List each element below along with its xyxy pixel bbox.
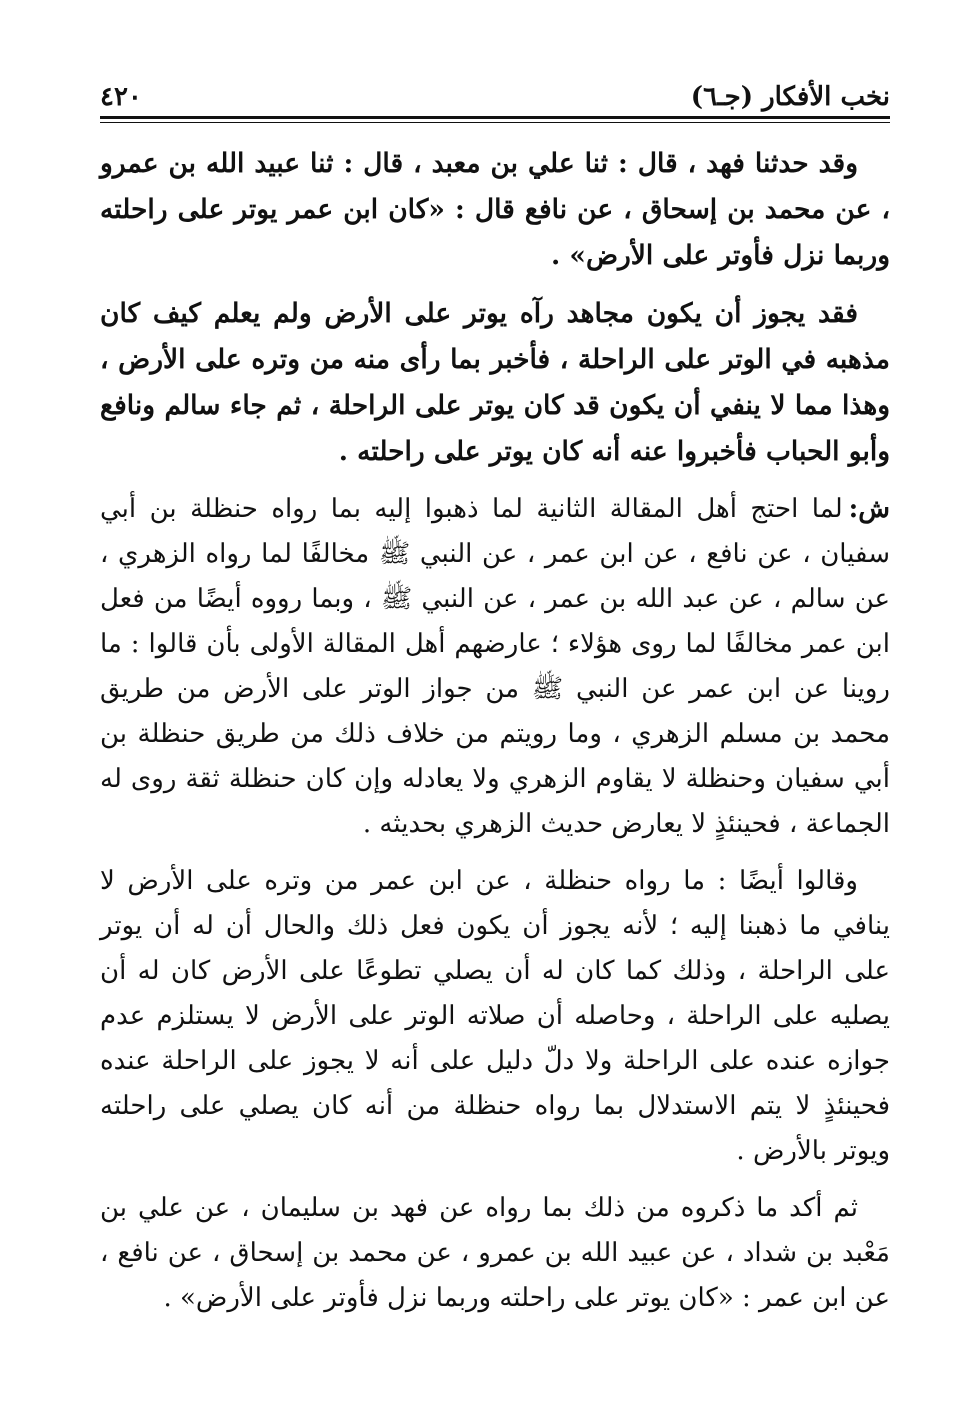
running-title: نخب الأفكار (جـ٦) — [690, 82, 890, 112]
running-header — [100, 70, 890, 110]
explanation-paragraph — [100, 859, 890, 1174]
page-number: ٤٢٠ — [100, 82, 142, 112]
paragraph-text: لما احتج أهل المقالة الثانية لما ذهبوا إليه بما رواه حنظلة بن أبي سفيان ، عن نافع ، عن ابن عمر ، عن النبي ﷺ مخالفًا لما رواه الزهري ، عن سالم ، عن عبد الله بن عمر ، عن النبي ﷺ ، وبما رووه أيضًا من فعل ابن عمر مخالفًا لما روى هؤلاء ؛ عارضهم أهل المقالة الأولى بأن قالوا : ما روينا عن ابن عمر عن النبي ﷺ من جواز الوتر على الأرض من طريق محمد بن مسلم الزهري ، وما رويتم من خلاف ذلك من طريق حنظلة بن أبي سفيان وحنظلة لا يقاوم الزهري ولا يعادله وإن كان حنظلة ثقة روى له الجماعة ، فحينئذٍ لا يعارض حديث الزهري بحديثه . — [100, 494, 890, 839]
sharh-paragraph — [100, 487, 890, 847]
paragraph-text: وقالوا أيضًا : ما رواه حنظلة ، عن ابن عمر من وتره على الأرض لا ينافي ما ذهبنا إليه ؛ لأنه يجوز أن يكون فعل ذلك والحال أن له أن يوتر على الراحلة ، وذلك كما كان له أن يصلي تطوعًا على الأرض كان له أن يصليه على الراحلة ، وحاصله أن صلاته الوتر على الأرض لا يستلزم عدم جوازه عنده على الراحلة ولا دلّ دليل على أنه لا يجوز على الراحلة عنده فحينئذٍ لا يتم الاستدلال بما رواه حنظلة من أنه كان يصلي على راحلته ويوتر بالأرض . — [100, 866, 890, 1166]
header-rule — [100, 116, 890, 123]
paragraph-text: وقد حدثنا فهد ، قال : ثنا علي بن معبد ، قال : ثنا عبيد الله بن عمرو ، عن محمد بن إسحاق ، عن نافع قال : «كان ابن عمر يوتر على راحلته وربما نزل فأوتر على الأرض» . — [100, 148, 890, 271]
paragraph-text: ثم أكد ما ذكروه من ذلك بما رواه عن فهد بن سليمان ، عن علي بن مَعْبد بن شداد ، عن عبيد الله بن عمرو ، عن محمد بن إسحاق ، عن نافع ، عن ابن عمر : «كان يوتر على راحلته وربما نزل فأوتر على الأرض» . — [100, 1193, 890, 1313]
paragraph-text: فقد يجوز أن يكون مجاهد رآه يوتر على الأرض ولم يعلم كيف كان مذهبه في الوتر على الراحلة ، فأخبر بما رأى منه من وتره على الأرض ، وهذا مما لا ينفي أن يكون قد كان يوتر على الراحلة ، ثم جاء سالم ونافع وأبو الحباب فأخبروا عنه أنه كان يوتر على راحلته . — [100, 298, 890, 467]
hadith-paragraph — [100, 141, 890, 279]
explanation-paragraph — [100, 1186, 890, 1321]
page-body — [100, 141, 890, 1321]
commentary-paragraph — [100, 291, 890, 475]
sharh-marker: ش: — [848, 494, 890, 524]
book-page — [100, 70, 890, 1333]
